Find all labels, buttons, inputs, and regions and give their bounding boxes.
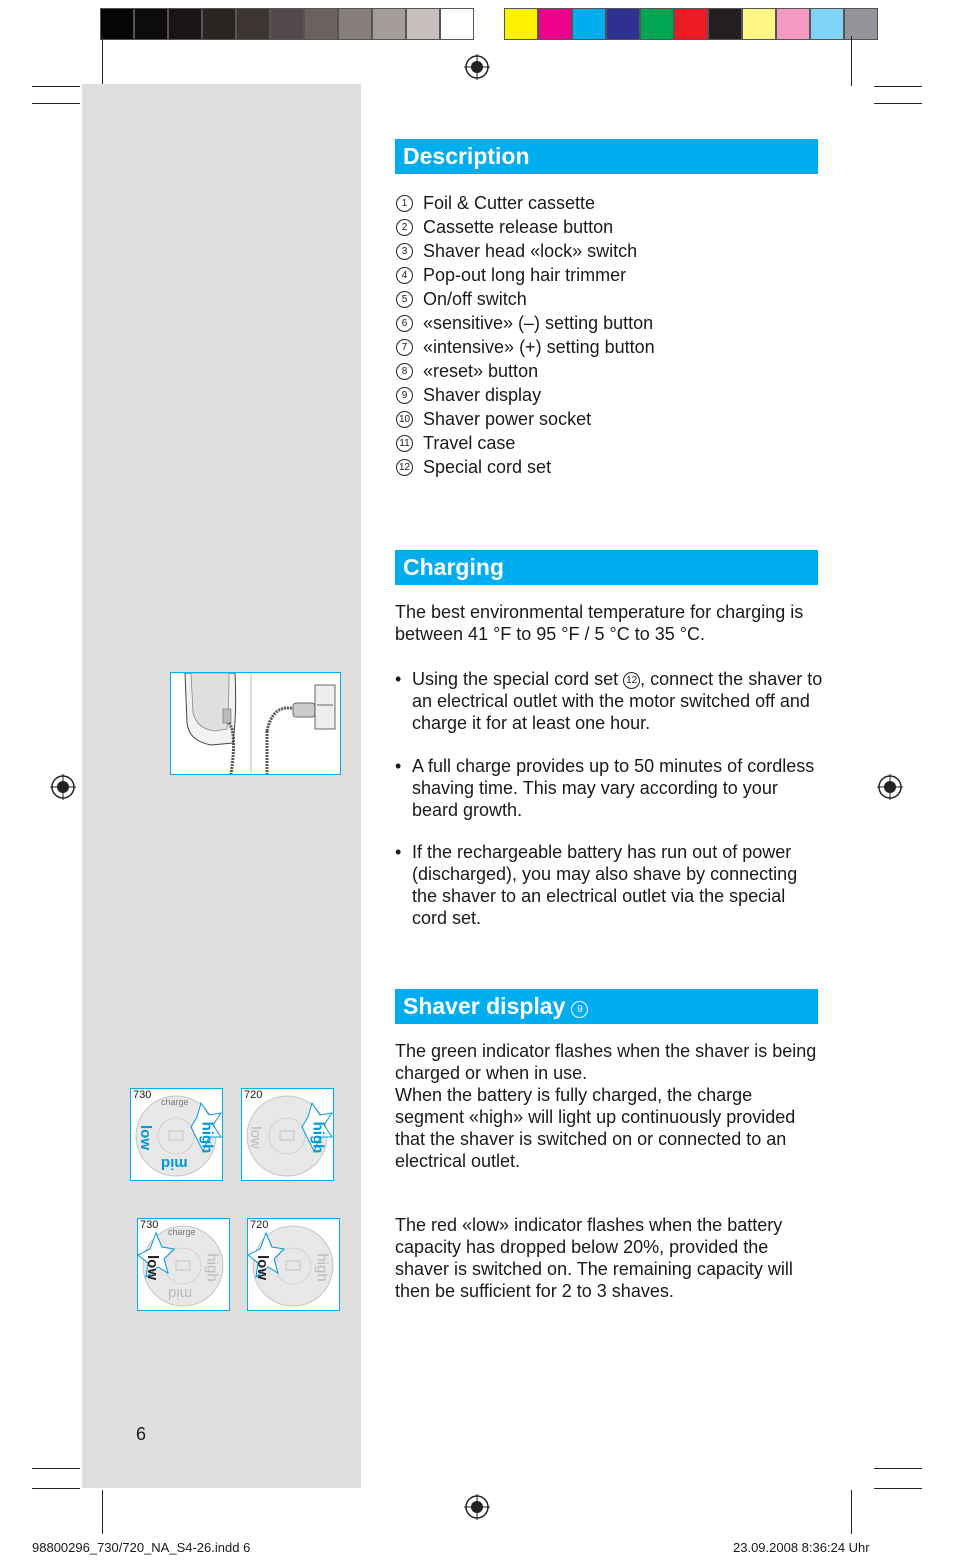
shaver-plugged-in-icon (171, 673, 340, 774)
color-swatch (572, 8, 606, 40)
color-swatch (708, 8, 742, 40)
color-swatch (440, 8, 474, 40)
parts-list-item (395, 359, 825, 383)
low-label: low (246, 1126, 264, 1149)
parts-list-item (395, 335, 825, 359)
model-label: 730 (140, 1219, 159, 1231)
display-heading (395, 989, 818, 1024)
part-number-badge: 1 (396, 195, 413, 212)
charging-heading (395, 550, 818, 585)
color-swatch (168, 8, 202, 40)
part-number-badge: 5 (396, 291, 413, 308)
charging-illustration (170, 672, 341, 775)
page-number: 6 (136, 1424, 147, 1444)
display-title-num-badge: 9 (571, 1001, 588, 1018)
part-label: Cassette release button (423, 217, 614, 237)
display-title: Shaver display (403, 993, 566, 1019)
parts-list-item (395, 383, 825, 407)
display-730-low (137, 1218, 230, 1311)
part-number-badge: 12 (396, 459, 413, 476)
description-title: Description (403, 143, 530, 169)
mid-label: mid (168, 1285, 193, 1302)
registration-mark-icon (877, 774, 903, 800)
part-label: Special cord set (423, 457, 552, 477)
low-label: low (137, 1125, 154, 1150)
model-label: 730 (133, 1089, 152, 1101)
parts-list-item (395, 431, 825, 455)
color-swatch (100, 8, 134, 40)
footer-timestamp: 23.09.2008 8:36:24 Uhr (733, 1540, 870, 1555)
color-swatch (640, 8, 674, 40)
charge-label: charge (161, 1097, 189, 1107)
color-swatch (304, 8, 338, 40)
color-swatch (406, 8, 440, 40)
color-swatch (810, 8, 844, 40)
part-number-badge: 8 (396, 363, 413, 380)
parts-list-item (395, 407, 825, 431)
part-number-badge: 9 (396, 387, 413, 404)
low-label: low (254, 1255, 271, 1280)
parts-list-item (395, 239, 825, 263)
parts-list-item (395, 215, 825, 239)
bullet1-pre: Using the special cord set (412, 669, 619, 689)
display-para-1: The green indicator flashes when the shaver is being charged or when in use. (395, 1041, 817, 1083)
part-number-badge: 6 (396, 315, 413, 332)
parts-list (395, 191, 825, 479)
color-swatch (674, 8, 708, 40)
color-swatch (270, 8, 304, 40)
color-swatch (538, 8, 572, 40)
color-swatch (236, 8, 270, 40)
parts-list-item (395, 191, 825, 215)
part-number-badge: 3 (396, 243, 413, 260)
display-para-2: When the battery is fully charged, the charge segment «high» will light up continuously provided that the shaver is switched on or connected to an electrical outlet. (395, 1085, 796, 1171)
color-swatch (606, 8, 640, 40)
color-swatch (134, 8, 168, 40)
color-swatch (742, 8, 776, 40)
high-label: high (203, 1253, 221, 1282)
part-label: Shaver power socket (423, 409, 592, 429)
part-number-badge: 7 (396, 339, 413, 356)
charging-bullet-3: • If the rechargeable battery has run out of power (discharged), you may also shave by connecting the shaver to an electrical outlet via the special cord set. (395, 841, 825, 929)
display-730-full (130, 1088, 223, 1181)
charging-title: Charging (403, 554, 504, 580)
charge-label: charge (168, 1227, 196, 1237)
color-swatch (504, 8, 538, 40)
color-swatch (202, 8, 236, 40)
parts-list-item (395, 455, 825, 479)
part-label: Travel case (423, 433, 516, 453)
part-label: Shaver display (423, 385, 542, 405)
part-label: Shaver head «lock» switch (423, 241, 638, 261)
display-720-full (241, 1088, 334, 1181)
high-label: high (309, 1121, 327, 1154)
part-label: «sensitive» (–) setting button (423, 313, 654, 333)
parts-list-item (395, 263, 825, 287)
color-swatch (338, 8, 372, 40)
mid-label: mid (161, 1155, 188, 1172)
charging-bullet-2: • A full charge provides up to 50 minutes of cordless shaving time. This may vary according to your beard growth. (395, 755, 825, 821)
display-para-3: The red «low» indicator flashes when the battery capacity has dropped below 20%, provided the shaver is switched on. The remaining capacity will then be sufficient for 2 to 3 shaves. (395, 1215, 793, 1301)
part-number-badge: 2 (396, 219, 413, 236)
part-label: «reset» button (423, 361, 539, 381)
model-label: 720 (250, 1219, 269, 1231)
part-label: Pop-out long hair trimmer (423, 265, 627, 285)
high-label: high (313, 1253, 331, 1282)
high-label: high (198, 1121, 216, 1154)
parts-list-item (395, 311, 825, 335)
color-swatch (372, 8, 406, 40)
low-label: low (144, 1255, 161, 1280)
charging-bullet-1 (395, 668, 825, 734)
part-number-badge: 4 (396, 267, 413, 284)
cord-set-num-badge: 12 (623, 672, 640, 689)
color-calibration-bar (100, 8, 856, 42)
color-swatch (776, 8, 810, 40)
part-number-badge: 10 (396, 411, 413, 428)
display-720-low (247, 1218, 340, 1311)
description-heading (395, 139, 818, 174)
bullet1-post: , connect the shaver to an electrical outlet with the motor switched off and charge it for at least one hour. (412, 669, 823, 733)
registration-mark-icon (50, 774, 76, 800)
part-number-badge: 11 (396, 435, 413, 452)
registration-mark-icon (464, 1494, 490, 1520)
part-label: On/off switch (423, 289, 527, 309)
footer-file: 98800296_730/720_NA_S4-26.indd 6 (32, 1540, 251, 1555)
parts-list-item (395, 287, 825, 311)
part-label: Foil & Cutter cassette (423, 193, 596, 213)
charging-intro: The best environmental temperature for charging is between 41 °F to 95 °F / 5 °C to 35 °C. (395, 602, 804, 644)
part-label: «intensive» (+) setting button (423, 337, 655, 357)
registration-mark-icon (464, 54, 490, 80)
model-label: 720 (244, 1089, 263, 1101)
color-swatch (844, 8, 878, 40)
